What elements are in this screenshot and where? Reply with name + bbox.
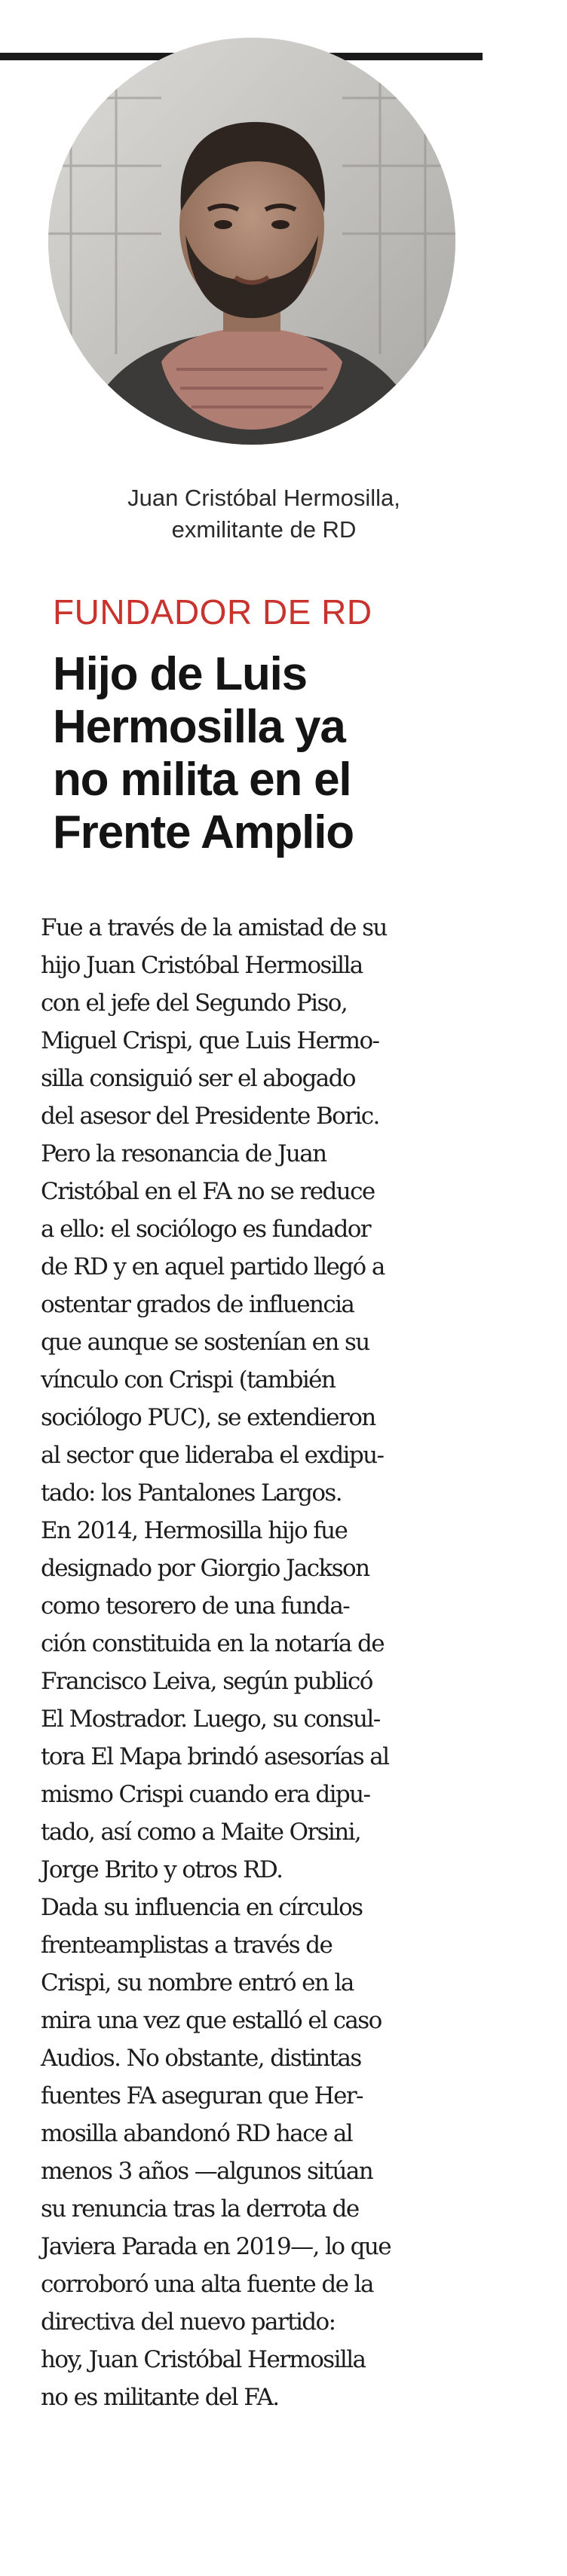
body-line: tado: los Pantalones Largos.	[41, 1479, 342, 1507]
article-headline	[53, 648, 520, 859]
headline-line: no milita en el	[53, 754, 351, 806]
body-line: no es militante del FA.	[41, 2384, 279, 2411]
portrait-photo	[48, 38, 455, 445]
body-line: tado, así como a Maite Orsini,	[41, 1819, 361, 1846]
body-line: designado por Giorgio Jackson	[41, 1555, 369, 1582]
photo-caption-line: Juan Cristóbal Hermosilla,	[127, 485, 400, 511]
headline-line: Hermosilla ya	[53, 701, 345, 753]
body-line: ción constituida en la notaría de	[41, 1630, 384, 1657]
body-line: Fue a través de la amistad de su	[41, 914, 387, 941]
body-line: hoy, Juan Cristóbal Hermosilla	[41, 2346, 366, 2373]
section-kicker: FUNDADOR DE RD	[53, 592, 372, 632]
body-line: vínculo con Crispi (también	[41, 1366, 336, 1394]
body-line: Javiera Parada en 2019—, lo que	[41, 2233, 391, 2260]
body-line: del asesor del Presidente Boric.	[41, 1103, 379, 1130]
body-line: mosilla abandonó RD hace al	[41, 2120, 353, 2147]
body-line: Audios. No obstante, distintas	[41, 2045, 361, 2072]
body-line: Pero la resonancia de Juan	[41, 1140, 326, 1167]
body-line: hijo Juan Cristóbal Hermosilla	[41, 952, 363, 979]
body-line: Cristóbal en el FA no se reduce	[41, 1178, 375, 1205]
body-line: frenteamplistas a través de	[41, 1932, 333, 1959]
article-body	[41, 909, 523, 2416]
photo-caption-line: exmilitante de RD	[171, 516, 357, 543]
body-line: mismo Crispi cuando era dipu-	[41, 1781, 370, 1808]
body-line: Francisco Leiva, según publicó	[41, 1668, 372, 1695]
body-line: El Mostrador. Luego, su consul-	[41, 1706, 380, 1733]
body-line: tora El Mapa brindó asesorías al	[41, 1743, 389, 1770]
headline-line: Frente Amplio	[53, 806, 354, 858]
body-line: directiva del nuevo partido:	[41, 2308, 336, 2336]
body-line: fuentes FA aseguran que Her-	[41, 2082, 363, 2109]
body-line: Miguel Crispi, que Luis Hermo-	[41, 1027, 379, 1054]
body-line: al sector que lideraba el exdipu-	[41, 1442, 384, 1469]
body-line: que aunque se sostenían en su	[41, 1329, 369, 1356]
body-line: de RD y en aquel partido llegó a	[41, 1253, 385, 1280]
body-line: Dada su influencia en círculos	[41, 1894, 363, 1921]
body-line: su renuncia tras la derrota de	[41, 2195, 359, 2223]
body-line: Crispi, su nombre entró en la	[41, 1969, 354, 1996]
body-line: mira una vez que estalló el caso	[41, 2007, 382, 2034]
body-line: ostentar grados de influencia	[41, 1291, 354, 1318]
photo-caption	[30, 482, 498, 546]
body-line: corroboró una alta fuente de la	[41, 2271, 373, 2298]
body-line: como tesorero de una funda-	[41, 1592, 350, 1620]
body-line: silla consiguió ser el abogado	[41, 1065, 355, 1092]
body-line: a ello: el sociólogo es fundador	[41, 1216, 371, 1243]
body-line: En 2014, Hermosilla hijo fue	[41, 1517, 348, 1544]
body-line: con el jefe del Segundo Piso,	[41, 990, 348, 1017]
body-line: Jorge Brito y otros RD.	[41, 1856, 283, 1883]
body-line: sociólogo PUC), se extendieron	[41, 1404, 375, 1431]
headline-line: Hijo de Luis	[53, 648, 307, 700]
body-line: menos 3 años —algunos sitúan	[41, 2158, 373, 2185]
